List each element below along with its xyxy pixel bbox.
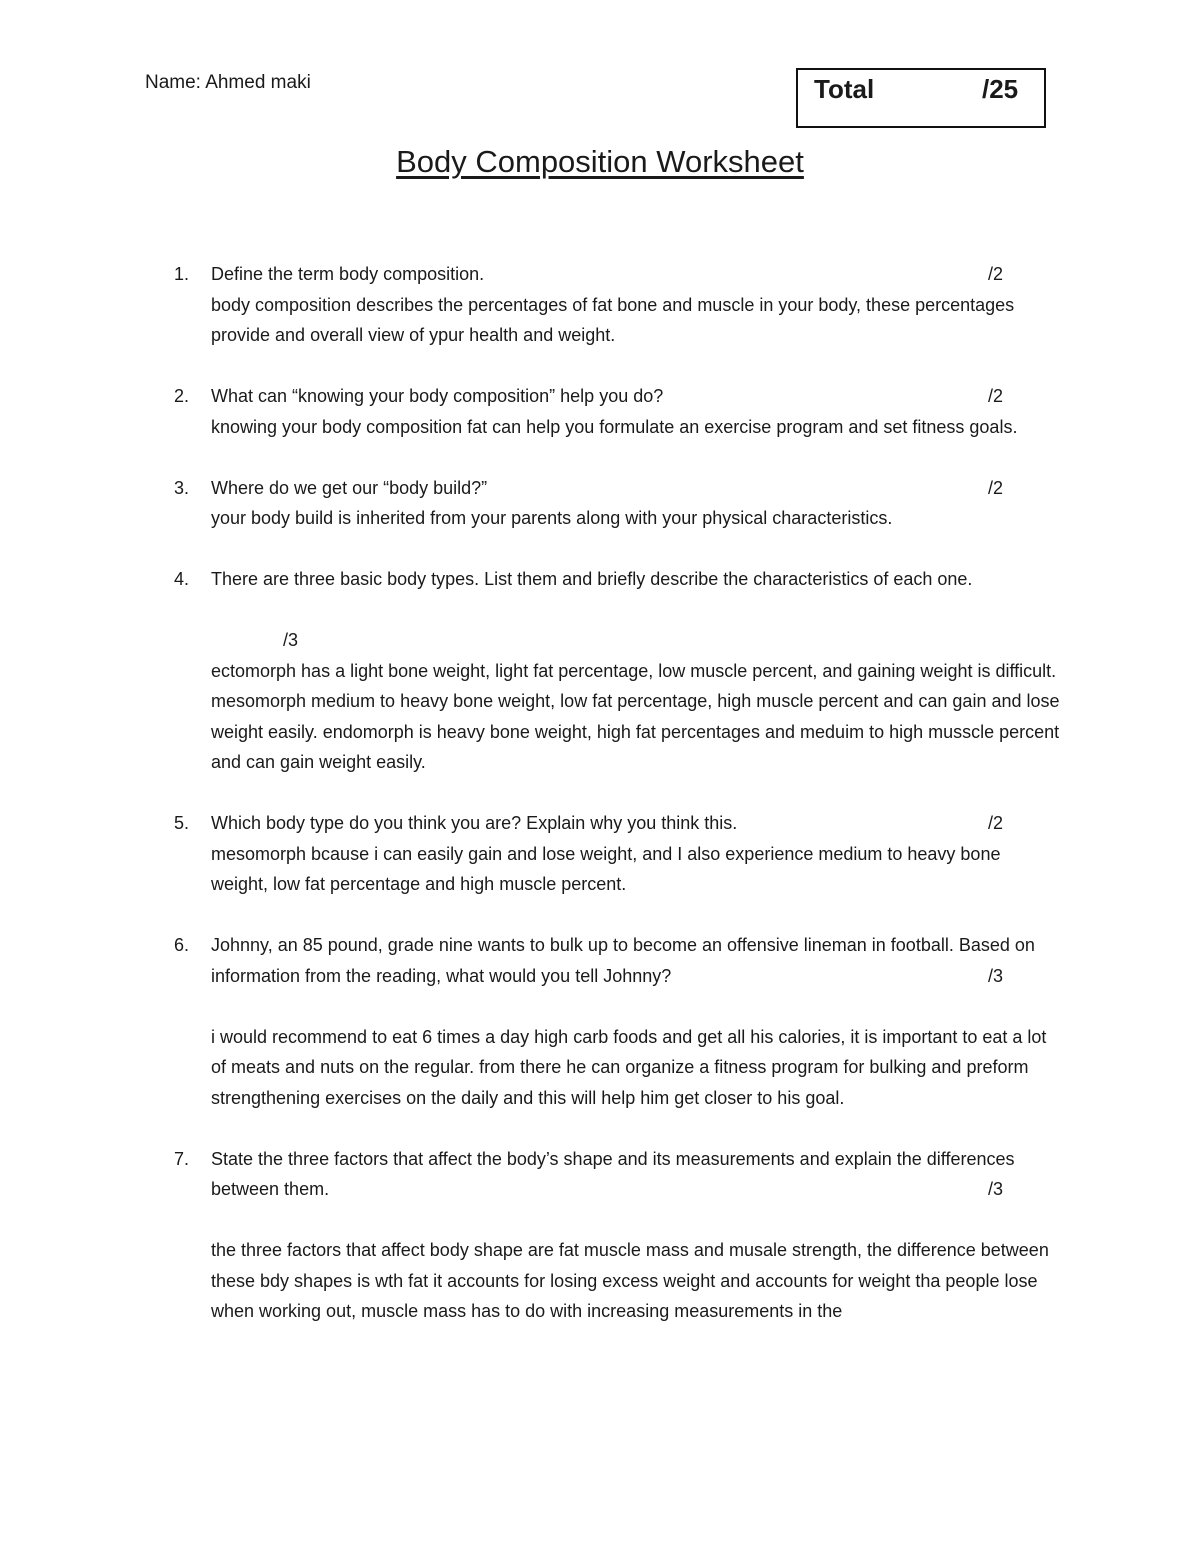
question-marks: /3 — [988, 965, 1004, 986]
worksheet-title: Body Composition Worksheet — [396, 144, 804, 179]
answer-text: i would recommend to eat 6 times a day high carb foods and get all his calories, it is important to eat a lot of meats and nuts on the regular. from there he can organize a fitness program for bulking and preform strengthening exercises on the daily and this will help him get closer to his goal. — [211, 1026, 1047, 1108]
question-marks: /3 — [988, 1179, 1004, 1199]
question-marks: /2 — [988, 386, 1004, 406]
question-body — [211, 808, 1061, 900]
total-label: Total — [814, 74, 875, 104]
answer-text: mesomorph bcause i can easily gain and lose weight, and I also experience medium to heavy bone weight, low fat percentage and high muscle percent. — [211, 843, 1001, 894]
question-body — [211, 259, 1061, 351]
question-number: 7. — [174, 1148, 190, 1169]
question-text: There are three basic body types. List them and briefly describe the characteristics of each one. — [211, 569, 973, 589]
student-name: Name: Ahmed maki — [145, 72, 311, 93]
question-body — [211, 930, 1061, 1113]
answer-text: body composition describes the percentages of fat bone and muscle in your body, these percentages provide and overall view of ypur health and weight. — [211, 294, 1015, 345]
answer-text: your body build is inherited from your parents along with your physical characteristics. — [211, 508, 893, 528]
question-1 — [0, 259, 1200, 351]
question-number: 5. — [174, 813, 190, 833]
question-body — [211, 381, 1061, 442]
question-marks: /2 — [988, 477, 1004, 498]
question-text: Where do we get our “body build?” — [211, 477, 488, 498]
question-6 — [0, 930, 1200, 1113]
question-2 — [0, 381, 1200, 442]
question-number: 1. — [174, 264, 190, 284]
question-5 — [0, 808, 1200, 900]
question-marks: /2 — [988, 813, 1004, 833]
answer-text: the three factors that affect body shape are fat muscle mass and musale strength, the difference between these bdy shapes is wth fat it accounts for losing excess weight and accounts for weight tha people lose when working out, muscle mass has to do with increasing measurements in the — [211, 1240, 1049, 1321]
question-list — [0, 259, 1200, 1357]
question-body — [211, 473, 1061, 534]
question-text: Define the term body composition. — [211, 264, 485, 284]
answer-text: knowing your body composition fat can help you formulate an exercise program and set fitness goals. — [211, 416, 1018, 437]
question-4 — [0, 564, 1200, 778]
question-text: What can “knowing your body composition” help you do? — [211, 386, 664, 406]
question-number: 4. — [174, 569, 190, 589]
question-7 — [0, 1144, 1200, 1327]
question-number: 3. — [174, 477, 190, 498]
question-text: Johnny, an 85 pound, grade nine wants to bulk up to become an offensive lineman in football. Based on information from the reading, what would you tell Johnny? — [211, 935, 1035, 986]
question-number: 2. — [174, 386, 190, 406]
question-text: Which body type do you think you are? Explain why you think this. — [211, 813, 738, 833]
question-body — [211, 564, 1061, 778]
question-3 — [0, 473, 1200, 534]
question-text: State the three factors that affect the body’s shape and its measurements and explain the differences between them. — [211, 1148, 1015, 1199]
total-score-box — [796, 68, 1046, 128]
question-marks: /2 — [988, 264, 1004, 284]
total-max-score: /25 — [982, 74, 1019, 104]
question-marks: /3 — [283, 630, 299, 650]
answer-text: ectomorph has a light bone weight, light fat percentage, low muscle percent, and gaining weight is difficult. mesomorph medium to heavy bone weight, low fat percentage, high muscle percent and can gain and lose weight easily. endomorph is heavy bone weight, high fat percentages and meduim to high musscle percent and can gain weight easily. — [211, 660, 1060, 772]
question-number: 6. — [174, 935, 190, 955]
question-body — [211, 1144, 1061, 1327]
